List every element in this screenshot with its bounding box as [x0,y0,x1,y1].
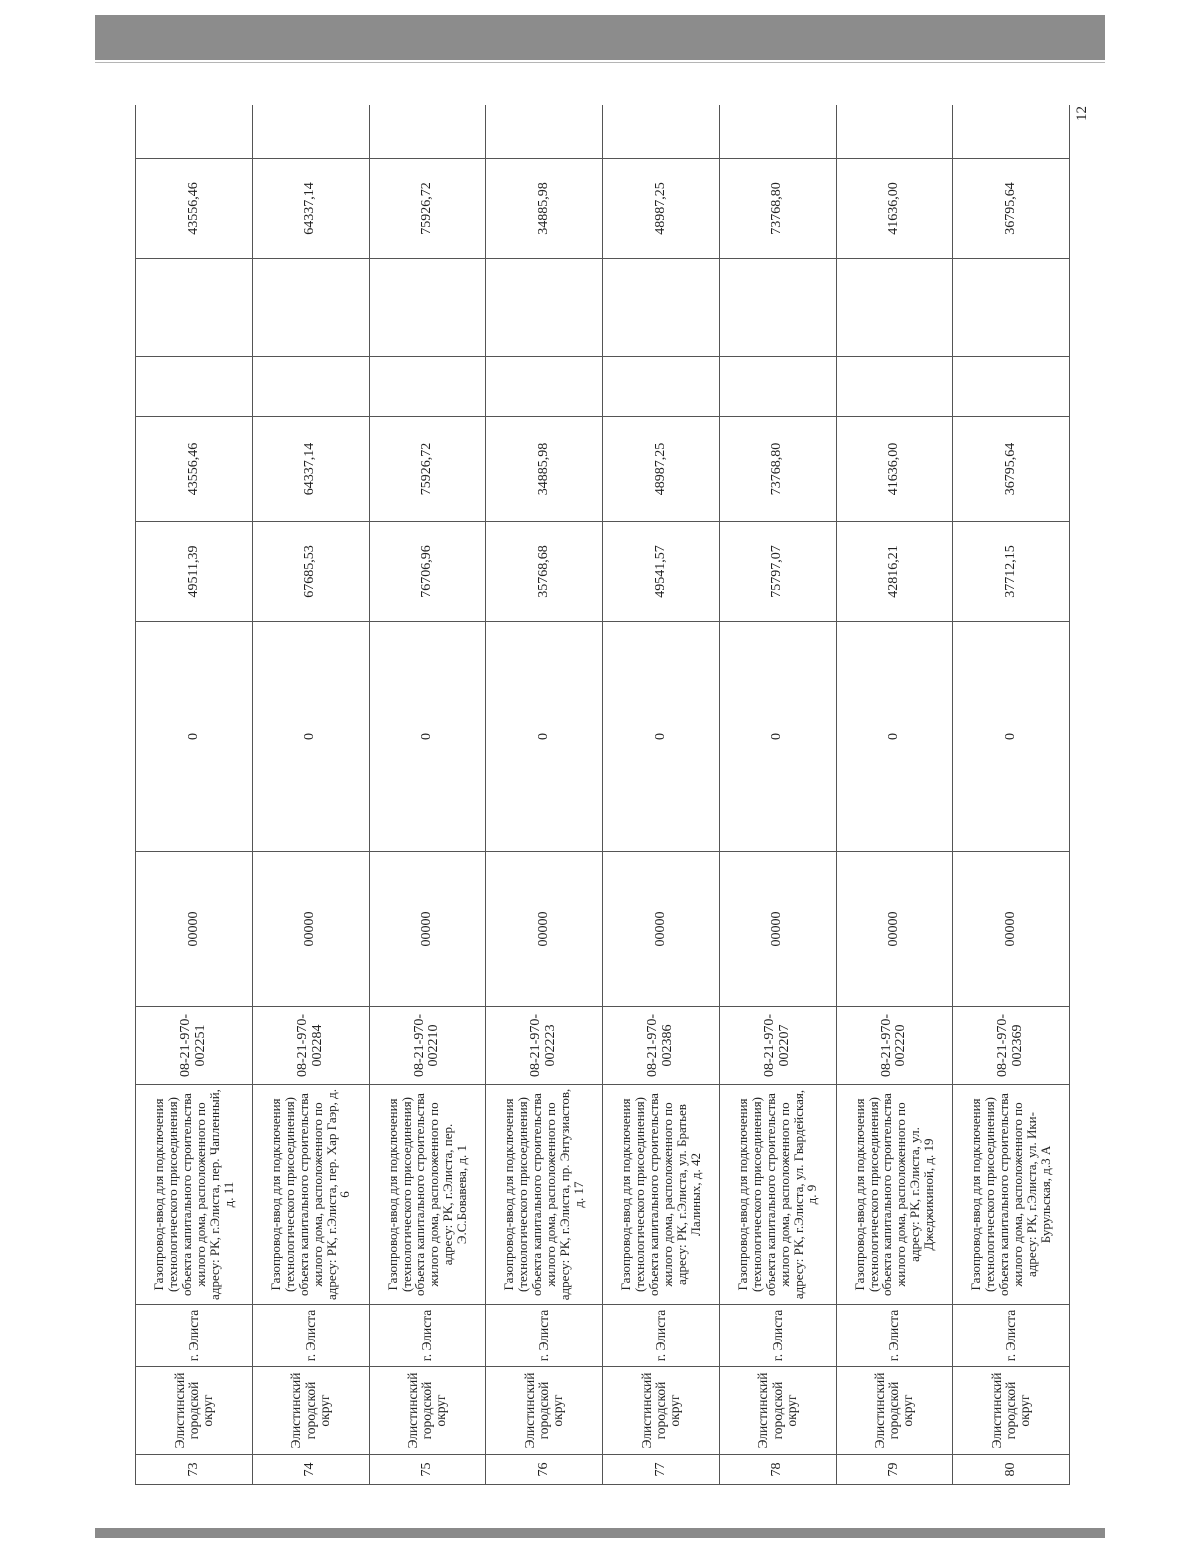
data-table [135,105,1070,1485]
amount-cell: 49541,57 [603,522,720,622]
empty-cell [136,105,253,159]
municipality-cell: Элистинский городской округ [603,1367,720,1455]
code-zeros-cell: 00000 [719,852,836,1007]
locality-cell: г. Элиста [252,1305,369,1367]
object-code: 08-21-970-002207 [719,1007,836,1085]
object-description: Газопровод-ввод для подключения (технологического присоединения) объекта капитального строительства жилого дома, расположенного по адресу: РК, г.Элиста, ул. Ики-Бурульская, д.3 А [953,1085,1070,1305]
table-row [486,105,603,1485]
object-code: 08-21-970-002251 [136,1007,253,1085]
table-row [369,105,486,1485]
amount-cell: 35768,68 [486,522,603,622]
object-code: 08-21-970-002223 [486,1007,603,1085]
object-code: 08-21-970-002220 [836,1007,953,1085]
empty-cell [486,259,603,357]
empty-cell [953,259,1070,357]
object-description: Газопровод-ввод для подключения (технологического присоединения) объекта капитального строительства жилого дома, расположенного по адресу: РК, г.Элиста, ул. Братьев Лалиных, д. 42 [603,1085,720,1305]
object-code: 08-21-970-002284 [252,1007,369,1085]
municipality-cell: Элистинский городской округ [953,1367,1070,1455]
scan-bottom-bar [95,1528,1105,1538]
locality-cell: г. Элиста [836,1305,953,1367]
municipality-cell: Элистинский городской округ [486,1367,603,1455]
amount-cell: 41636,00 [836,159,953,259]
code-zeros-cell: 00000 [252,852,369,1007]
locality-cell: г. Элиста [486,1305,603,1367]
locality-cell: г. Элиста [603,1305,720,1367]
code-zeros-cell: 00000 [486,852,603,1007]
municipality-cell: Элистинский городской округ [136,1367,253,1455]
zero-value-cell: 0 [836,622,953,852]
municipality-cell: Элистинский городской округ [836,1367,953,1455]
empty-cell [953,357,1070,417]
amount-cell: 64337,14 [252,159,369,259]
amount-cell: 73768,80 [719,417,836,522]
row-number: 80 [953,1455,1070,1485]
empty-cell [603,259,720,357]
locality-cell: г. Элиста [369,1305,486,1367]
amount-cell: 49511,39 [136,522,253,622]
code-zeros-cell: 00000 [836,852,953,1007]
table-row [252,105,369,1485]
table-row [136,105,253,1485]
amount-cell: 75926,72 [369,159,486,259]
empty-cell [719,105,836,159]
code-zeros-cell: 00000 [369,852,486,1007]
zero-value-cell: 0 [486,622,603,852]
document-sheet [135,105,1070,1485]
amount-cell: 37712,15 [953,522,1070,622]
row-number: 76 [486,1455,603,1485]
object-description: Газопровод-ввод для подключения (технологического присоединения) объекта капитального строительства жилого дома, расположенного по адресу: РК, г.Элиста, пер. Хар Гаэр, д. 6 [252,1085,369,1305]
amount-cell: 75926,72 [369,417,486,522]
zero-value-cell: 0 [369,622,486,852]
code-zeros-cell: 00000 [953,852,1070,1007]
object-code: 08-21-970-002210 [369,1007,486,1085]
amount-cell: 41636,00 [836,417,953,522]
object-description: Газопровод-ввод для подключения (технологического присоединения) объекта капитального строительства жилого дома, расположенного по адресу: РК, г.Элиста, ул. Джеджикиной, д. 19 [836,1085,953,1305]
table-row [953,105,1070,1485]
scan-top-line [95,62,1105,63]
amount-cell: 34885,98 [486,159,603,259]
municipality-cell: Элистинский городской округ [719,1367,836,1455]
empty-cell [836,357,953,417]
row-number: 78 [719,1455,836,1485]
empty-cell [836,259,953,357]
row-number: 75 [369,1455,486,1485]
row-number: 73 [136,1455,253,1485]
row-number: 74 [252,1455,369,1485]
table-row [603,105,720,1485]
amount-cell: 75797,07 [719,522,836,622]
amount-cell: 36795,64 [953,159,1070,259]
zero-value-cell: 0 [603,622,720,852]
empty-cell [603,357,720,417]
empty-cell [252,259,369,357]
amount-cell: 73768,80 [719,159,836,259]
zero-value-cell: 0 [136,622,253,852]
amount-cell: 43556,46 [136,159,253,259]
object-code: 08-21-970-002386 [603,1007,720,1085]
locality-cell: г. Элиста [719,1305,836,1367]
table-row [836,105,953,1485]
code-zeros-cell: 00000 [603,852,720,1007]
scan-top-bar [95,15,1105,60]
amount-cell: 48987,25 [603,417,720,522]
object-description: Газопровод-ввод для подключения (технологического присоединения) объекта капитального строительства жилого дома, расположенного по адресу: РК, г.Элиста, пер. Э.С.Бовавева, д. 1 [369,1085,486,1305]
empty-cell [369,357,486,417]
empty-cell [719,259,836,357]
zero-value-cell: 0 [252,622,369,852]
amount-cell: 76706,96 [369,522,486,622]
rotated-page [135,105,1070,1485]
object-code: 08-21-970-002369 [953,1007,1070,1085]
municipality-cell: Элистинский городской округ [252,1367,369,1455]
amount-cell: 67685,53 [252,522,369,622]
empty-cell [136,259,253,357]
empty-cell [252,357,369,417]
amount-cell: 64337,14 [252,417,369,522]
amount-cell: 42816,21 [836,522,953,622]
empty-cell [486,357,603,417]
page-number: 12 [1073,106,1090,121]
object-description: Газопровод-ввод для подключения (технологического присоединения) объекта капитального строительства жилого дома, расположенного по адресу: РК, г.Элиста, ул. Гвардейская, д. 9 [719,1085,836,1305]
object-description: Газопровод-ввод для подключения (технологического присоединения) объекта капитального строительства жилого дома, расположенного по адресу: РК, г.Элиста, пер. Чапленный, д. 11 [136,1085,253,1305]
amount-cell: 36795,64 [953,417,1070,522]
empty-cell [252,105,369,159]
row-number: 79 [836,1455,953,1485]
table-body [136,105,1070,1485]
empty-cell [953,105,1070,159]
municipality-cell: Элистинский городской округ [369,1367,486,1455]
object-description: Газопровод-ввод для подключения (технологического присоединения) объекта капитального строительства жилого дома, расположенного по адресу: РК, г.Элиста, пр. Энтузиастов, д. 17 [486,1085,603,1305]
empty-cell [486,105,603,159]
locality-cell: г. Элиста [953,1305,1070,1367]
code-zeros-cell: 00000 [136,852,253,1007]
empty-cell [836,105,953,159]
row-number: 77 [603,1455,720,1485]
zero-value-cell: 0 [953,622,1070,852]
zero-value-cell: 0 [719,622,836,852]
empty-cell [136,357,253,417]
empty-cell [369,105,486,159]
empty-cell [369,259,486,357]
table-row [719,105,836,1485]
amount-cell: 34885,98 [486,417,603,522]
amount-cell: 48987,25 [603,159,720,259]
empty-cell [603,105,720,159]
amount-cell: 43556,46 [136,417,253,522]
empty-cell [719,357,836,417]
locality-cell: г. Элиста [136,1305,253,1367]
